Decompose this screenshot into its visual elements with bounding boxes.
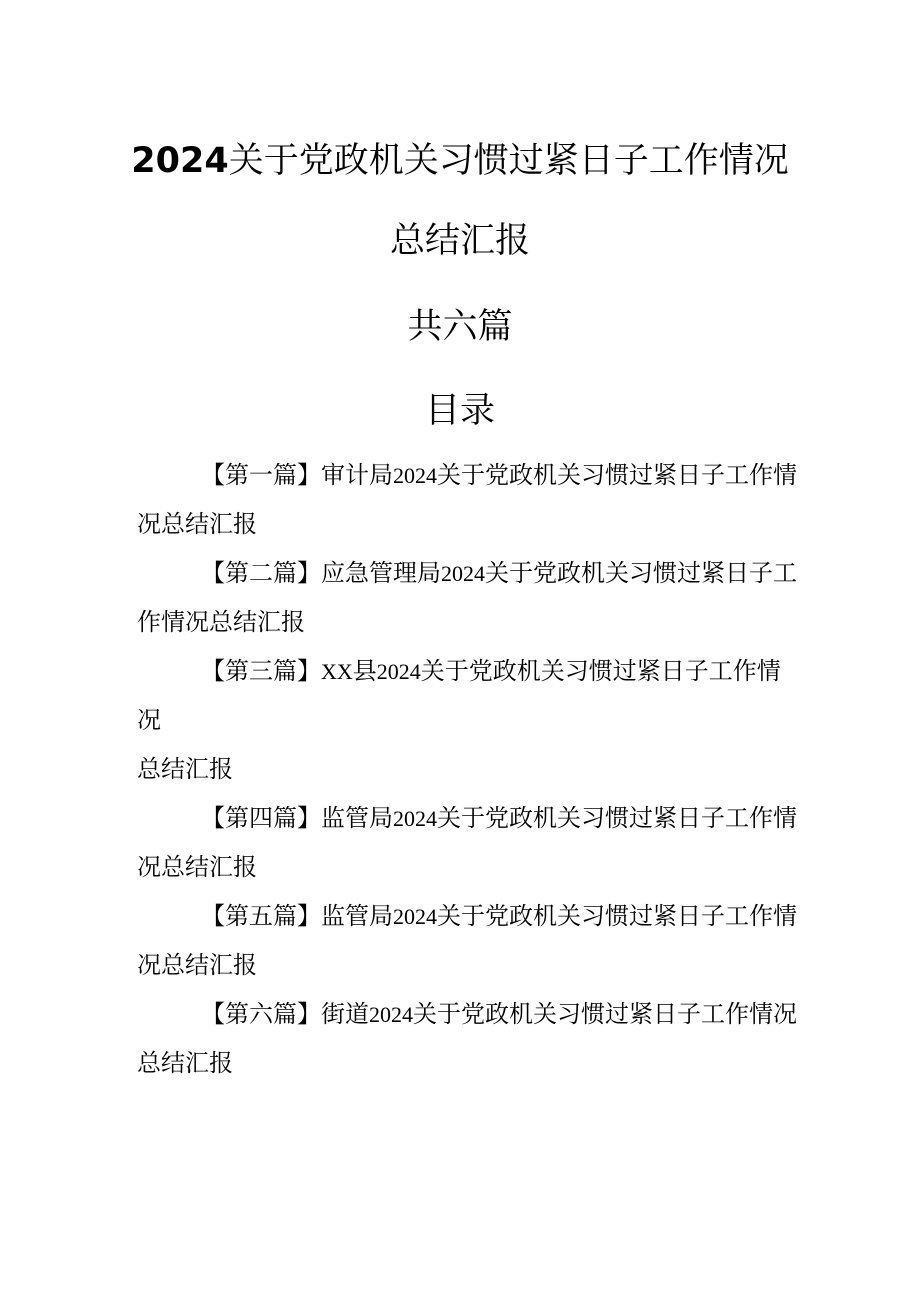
toc-entry-marker: 【第三篇】 <box>201 657 321 685</box>
toc-entry-title: 关于党政机关习惯过紧日子工作情 <box>437 461 797 489</box>
toc-entry-title: 关于党政机关习惯过紧日子工 <box>485 559 797 587</box>
toc-entry-unit: 应急管理局 <box>321 559 441 587</box>
toc-entry-title-cont: 总结汇报 <box>137 1049 233 1077</box>
toc-entry-title-cont: 况总结汇报 <box>137 951 257 979</box>
toc-entry-year: 2024 <box>393 904 437 929</box>
toc-entry-unit-suffix: 县 <box>352 657 377 685</box>
toc-entry-title-cont: 况总结汇报 <box>137 853 257 881</box>
toc-entry-1 <box>137 451 797 549</box>
toc-entry-marker: 【第五篇】 <box>201 902 321 930</box>
toc-entry-title-cont: 总结汇报 <box>137 755 233 783</box>
table-of-contents <box>137 451 797 1088</box>
toc-entry-year: 2024 <box>441 561 485 586</box>
toc-entry-unit: 监管局 <box>321 902 393 930</box>
document-title-text: 关于党政机关习惯过紧日子工作情况 <box>228 141 789 181</box>
document-title-line-1 <box>0 139 920 183</box>
toc-entry-title: 关于党政机关习惯过紧日子工作情况 <box>137 657 781 734</box>
toc-entry-unit: 街道 <box>321 1000 369 1028</box>
toc-entry-3 <box>137 647 797 794</box>
toc-entry-6 <box>137 990 797 1088</box>
toc-entry-title: 关于党政机关习惯过紧日子工作情况 <box>413 1000 797 1028</box>
toc-entry-2 <box>137 549 797 647</box>
toc-entry-title-cont: 作情况总结汇报 <box>137 608 305 636</box>
toc-entry-unit: 审计局 <box>321 461 393 489</box>
toc-entry-year: 2024 <box>376 659 421 684</box>
document-title-line-2: 总结汇报 <box>389 221 530 261</box>
toc-entry-marker: 【第二篇】 <box>201 559 321 587</box>
toc-entry-year: 2024 <box>393 463 437 488</box>
toc-entry-title: 关于党政机关习惯过紧日子工作情 <box>437 804 797 832</box>
toc-entry-title: 关于党政机关习惯过紧日子工作情 <box>437 902 797 930</box>
toc-entry-marker: 【第四篇】 <box>201 804 321 832</box>
document-title-year: 2024 <box>131 141 229 181</box>
toc-entry-marker: 【第六篇】 <box>201 1000 321 1028</box>
toc-entry-year: 2024 <box>393 806 437 831</box>
toc-entry-title-cont: 况总结汇报 <box>137 510 257 538</box>
toc-entry-unit: 监管局 <box>321 804 393 832</box>
document-subtitle: 共六篇 <box>407 307 513 347</box>
toc-heading: 目录 <box>424 391 495 431</box>
toc-entry-4 <box>137 794 797 892</box>
toc-entry-5 <box>137 892 797 990</box>
toc-entry-year: 2024 <box>369 1002 413 1027</box>
toc-entry-unit: XX <box>321 659 353 684</box>
toc-entry-marker: 【第一篇】 <box>201 461 321 489</box>
